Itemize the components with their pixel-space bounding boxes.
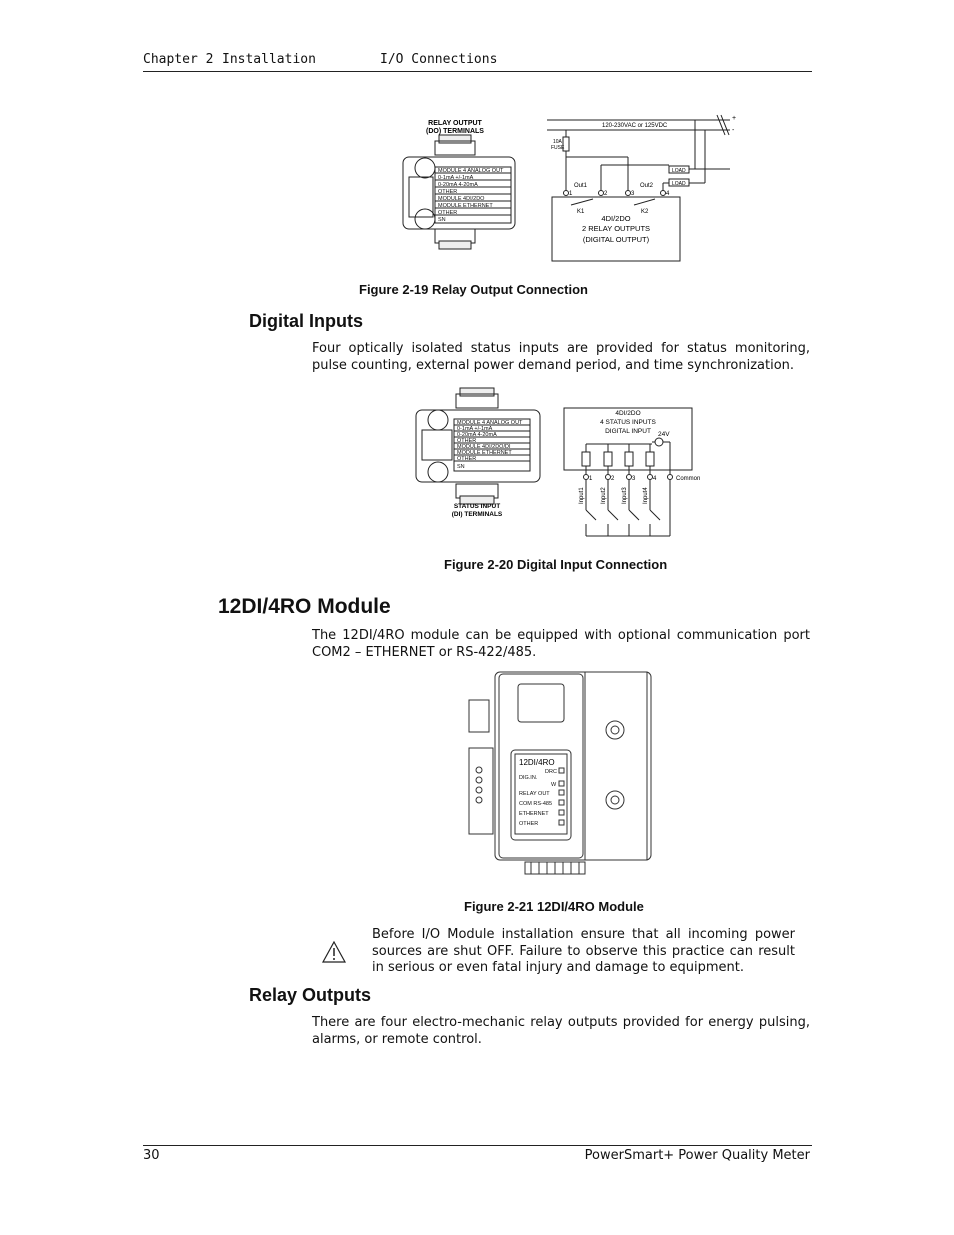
header-topic: I/O Connections (380, 52, 498, 67)
label-row: 0-1mA +/-1mA (457, 426, 493, 432)
label-row: MODULE ETHERNET (457, 450, 512, 456)
module-row: RELAY OUT (519, 791, 550, 797)
module-row: OTHER (519, 821, 539, 827)
voltage-label: 24V (658, 431, 670, 438)
figure-2-20-caption: Figure 2-20 Digital Input Connection (444, 557, 668, 572)
module-12di-text: The 12DI/4RO module can be equipped with optional communication port COM2 – ETHERNET or RS-422/485. (312, 628, 810, 660)
out2-label: Out2 (640, 183, 654, 189)
label-row: SN (457, 464, 465, 470)
module-row: DRC (545, 769, 557, 775)
label-row: OTHER (457, 456, 477, 462)
module-label-1: 4DI/2DO (615, 410, 641, 417)
out1-label: Out1 (574, 183, 588, 189)
terminal-4: 4 (653, 476, 657, 482)
supply-label: 120-230VAC or 125VDC (602, 123, 668, 129)
footer-rule (143, 1145, 812, 1146)
input-label: Input3 (622, 487, 628, 504)
terminal-4: 4 (666, 191, 670, 197)
fuse-label-2: FUSE (551, 145, 565, 151)
relay-outputs-text: There are four electro-mechanic relay outputs provided for energy pulsing, alarms, or remote control. (312, 1015, 810, 1047)
module-title: 12DI/4RO (519, 758, 555, 767)
load-label: LOAD (672, 181, 686, 187)
k1-label: K1 (577, 209, 585, 215)
input-label: Input4 (643, 487, 649, 504)
status-input-label-1: STATUS INPUT (453, 503, 501, 510)
plus-label: + (732, 115, 737, 122)
label-row: MODULE ETHERNET (438, 203, 493, 209)
warning-text: Before I/O Module installation ensure that all incoming power sources are shut OFF. Failure to observe this practice can result in serious or even fatal injury and damage to equipment. (372, 927, 795, 975)
page-number: 30 (143, 1148, 160, 1163)
digital-input-figure (396, 384, 726, 546)
terminal-3: 3 (632, 476, 636, 482)
figure-2-21-caption: Figure 2-21 12DI/4RO Module (464, 899, 644, 914)
fuse-label-1: 10A (553, 139, 562, 145)
label-row: MODULE 4 ANALOG OUT (438, 168, 504, 174)
k2-label: K2 (641, 209, 649, 215)
header-rule (143, 71, 812, 72)
module-row: ETHERNET (519, 811, 549, 817)
module-row: COM RS-485 (519, 801, 553, 807)
relay-terminals-label-1: RELAY OUTPUT (428, 120, 482, 127)
label-row: MODULE 4DI/2DO/DI (457, 444, 511, 450)
terminal-1: 1 (569, 191, 573, 197)
common-label: Common (676, 476, 701, 482)
digital-inputs-heading: Digital Inputs (249, 311, 363, 331)
module-12di-heading: 12DI/4RO Module (218, 595, 391, 618)
terminal-2: 2 (611, 476, 615, 482)
relay-outputs-heading: Relay Outputs (249, 985, 372, 1005)
relay-output-figure (395, 105, 740, 270)
terminal-3: 3 (631, 191, 635, 197)
header-chapter: Chapter 2 (143, 52, 214, 67)
module-label-2: 4 STATUS INPUTS (600, 419, 656, 426)
product-name: PowerSmart+ Power Quality Meter (584, 1148, 810, 1163)
label-row: 0-1mA +/-1mA (438, 175, 474, 181)
figure-2-19-caption: Figure 2-19 Relay Output Connection (359, 282, 588, 297)
input-label: Input2 (601, 487, 607, 504)
terminal-1: 1 (589, 476, 593, 482)
module-row: DIG.IN. (519, 775, 538, 781)
minus-label: - (732, 127, 735, 134)
header-section: Installation (222, 52, 316, 67)
module-label-3: (DIGITAL OUTPUT) (582, 235, 650, 244)
label-row: 0-20mA 4-20mA (438, 182, 478, 188)
load-label: LOAD (672, 168, 686, 174)
label-row: OTHER (438, 189, 458, 195)
module-12di-figure (465, 670, 655, 885)
module-label-2: 2 RELAY OUTPUTS (581, 224, 651, 233)
module-label-3: DIGITAL INPUT (605, 428, 651, 435)
label-row: MODULE 4 ANALOG OUT (457, 420, 523, 426)
input-label: Input1 (579, 487, 585, 504)
label-row: SN (438, 217, 446, 223)
terminal-2: 2 (604, 191, 608, 197)
label-row: OTHER (457, 438, 477, 444)
relay-terminals-label-2: (DO) TERMINALS (426, 128, 484, 135)
digital-inputs-text: Four optically isolated status inputs are provided for status monitoring, pulse counting, external power demand period, and time synchronization. (312, 341, 810, 373)
label-row: MODULE 4DI/2DO (438, 196, 485, 202)
module-row: W (551, 782, 557, 788)
status-input-label-2: (DI) TERMINALS (451, 511, 503, 518)
module-label-1: 4DI/2DO (601, 214, 631, 223)
warning-triangle-icon (321, 940, 347, 964)
label-row: OTHER (438, 210, 458, 216)
label-row: 0-20mA 4-20mA (457, 432, 497, 438)
